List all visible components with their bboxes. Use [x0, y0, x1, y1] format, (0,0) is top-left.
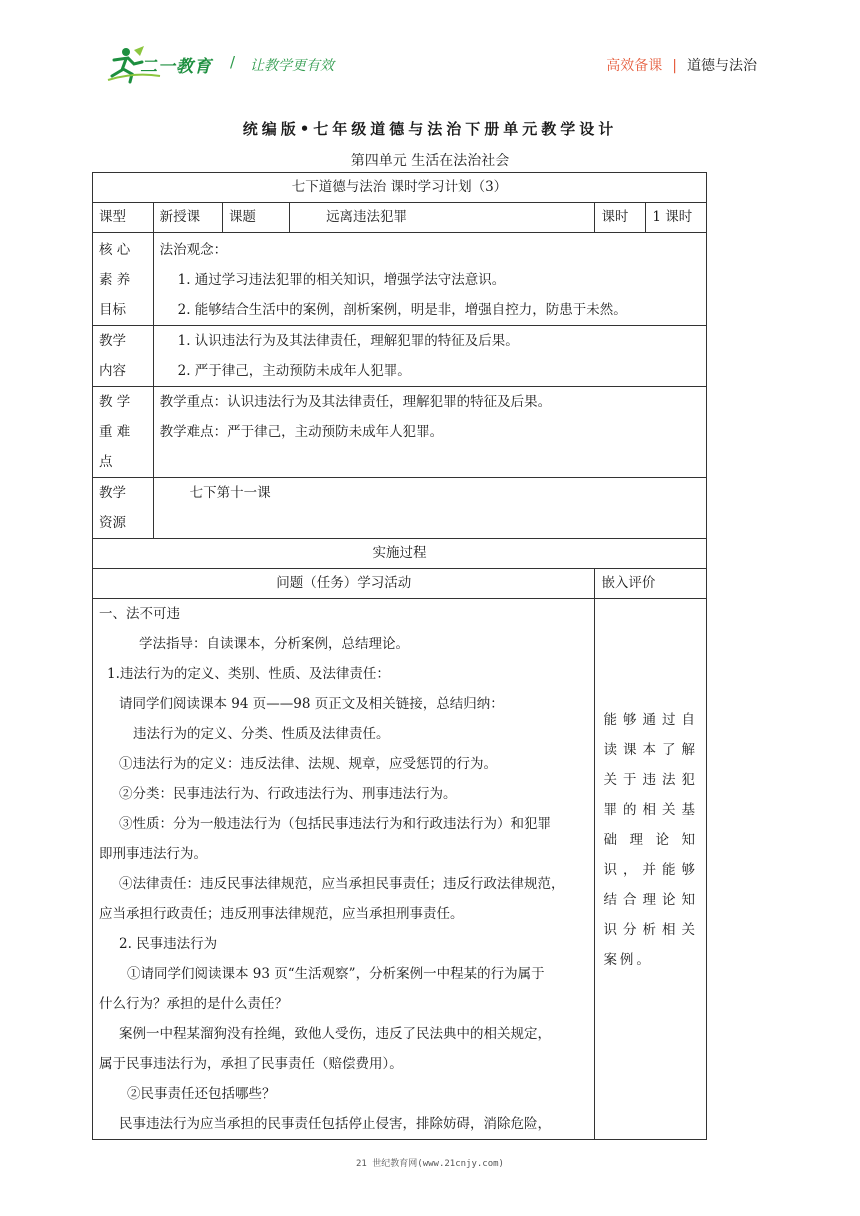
activity-line: 民事违法行为应当承担的民事责任包括停止侵害，排除妨碍，消除危险， [119, 1116, 551, 1132]
lesson-plan-table [92, 172, 707, 1140]
type-label: 课型 [93, 203, 154, 233]
teaching-resource: 七下第十一课 [153, 478, 706, 539]
content-label: 教学 内容 [93, 326, 154, 387]
activity-line: ②民事责任还包括哪些？ [127, 1086, 276, 1102]
header-divider: / [230, 53, 236, 71]
activity-line: 案例一中程某溜狗没有拴绳，致他人受伤，违反了民法典中的相关规定， [119, 1026, 551, 1042]
type-value: 新授课 [153, 203, 222, 233]
process-title: 实施过程 [93, 539, 707, 569]
document-title: 统编版•七年级道德与法治下册单元教学设计 [242, 120, 618, 138]
literacy-goals: 法治观念： 1. 通过学习违法犯罪的相关知识，增强学法守法意识。 2. 能够结合生活中的案例，剖析案例，明是非，增强自控力，防患于未然。 [153, 233, 706, 326]
page-header [0, 0, 860, 100]
hours-label: 课时 [595, 203, 646, 233]
header-separator: | [672, 58, 677, 74]
activity-line: 即刑事违法行为。 [99, 846, 207, 862]
activity-header: 问题（任务）学习活动 [93, 569, 595, 599]
embedded-evaluation: 能够通过自读课本了解关于违法犯罪的相关基础理论知识，并能够结合理论知识分析相关案例。 [595, 599, 707, 1140]
plan-title: 七下道德与法治 课时学习计划（3） [93, 173, 707, 203]
header-slogan: 让教学更有效 [250, 58, 334, 74]
literacy-label: 核 心 素 养 目标 [93, 233, 154, 326]
activity-line: ①违法行为的定义：违反法律、法规、规章，应受惩罚的行为。 [119, 756, 497, 772]
activity-line: 2. 民事违法行为 [119, 936, 218, 952]
header-right [606, 55, 757, 75]
eval-header: 嵌入评价 [595, 569, 707, 599]
activity-line: ③性质：分为一般违法行为（包括民事违法行为和行政违法行为）和犯罪 [119, 816, 551, 832]
hours-value: 1 课时 [646, 203, 707, 233]
activity-line: ②分类：民事违法行为、行政违法行为、刑事违法行为。 [119, 786, 457, 802]
resource-label: 教学 资源 [93, 478, 154, 539]
topic-value: 远离违法犯罪 [290, 203, 595, 233]
unit-subtitle: 第四单元 生活在法治社会 [350, 153, 510, 169]
activity-line: 请同学们阅读课本 94 页——98 页正文及相关链接，总结归纳： [119, 696, 504, 712]
activity-line: 违法行为的定义、分类、性质及法律责任。 [133, 726, 390, 742]
activity-line: 什么行为？承担的是什么责任？ [99, 996, 288, 1012]
activity-content [93, 599, 595, 1140]
header-label: 高效备课 [606, 58, 663, 74]
activity-line: 应当承担行政责任；违反刑事法律规范，应当承担刑事责任。 [99, 906, 464, 922]
activity-line: ①请同学们阅读课本 93 页“生活观察”，分析案例一中程某的行为属于 [127, 966, 545, 982]
page-footer: 21 世纪教育网(www.21cnjy.com) [356, 1159, 504, 1169]
key-difficult-points: 教学重点：认识违法行为及其法律责任，理解犯罪的特征及后果。 教学难点：严于律己，主动预防未成年人犯罪。 [153, 387, 706, 478]
keypoint-label: 教 学 重 难 点 [93, 387, 154, 478]
activity-line: ④法律责任：违反民事法律规范，应当承担民事责任；违反行政法律规范， [119, 876, 565, 892]
activity-line: 1.违法行为的定义、类别、性质、及法律责任： [107, 666, 390, 682]
topic-label: 课题 [222, 203, 289, 233]
activity-line: 属于民事违法行为，承担了民事责任（赔偿费用）。 [99, 1056, 403, 1072]
header-subject: 道德与法治 [687, 58, 757, 74]
logo-text: 二一教育 [140, 57, 212, 77]
teaching-content: 1. 认识违法行为及其法律责任，理解犯罪的特征及后果。 2. 严于律己，主动预防未成年人犯罪。 [153, 326, 706, 387]
activity-line: 一、法不可违 [99, 606, 180, 622]
activity-line: 学法指导：自读课本，分析案例，总结理论。 [139, 636, 409, 652]
